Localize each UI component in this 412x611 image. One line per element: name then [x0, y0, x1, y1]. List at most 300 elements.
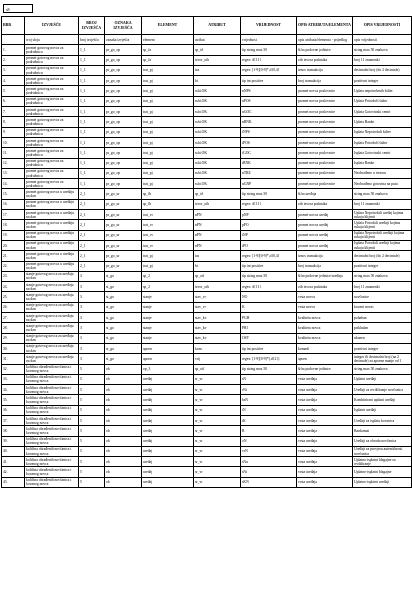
table-cell: st_go: [105, 323, 142, 333]
table-cell: sr_vr: [194, 426, 241, 436]
table-cell: 2_1: [79, 189, 105, 199]
table-cell: nPN: [194, 240, 241, 250]
table-cell: 2.: [2, 55, 25, 65]
table-cell: oib izvora podataka: [297, 55, 353, 65]
table-cell: promet gotovog novca za podružnicu: [25, 65, 79, 75]
table-cell: trat_pj: [142, 261, 194, 271]
table-cell: 1_1: [79, 179, 105, 189]
table-cell: B: [241, 426, 297, 436]
table-cell: nPN: [194, 220, 241, 230]
table-cell: 2_1: [79, 220, 105, 230]
table-cell: rNi: [241, 385, 297, 395]
table-row: [2, 395, 412, 405]
col-header-element: ELEMENT: [142, 17, 194, 35]
table-cell: sr_vr: [194, 405, 241, 415]
table-cell: uređaj: [142, 436, 194, 446]
table-cell: sshi.OK: [194, 96, 241, 106]
table-cell: stanje gotovog novca za uređaju na dan: [25, 333, 79, 343]
table-cell: 1_1: [79, 148, 105, 158]
table-cell: trat_pj: [142, 148, 194, 158]
table-cell: sshi.OK: [194, 127, 241, 137]
table-cell: nBNK: [241, 117, 297, 127]
table-cell: 2_1: [79, 251, 105, 261]
table-cell: pr_go_op: [105, 65, 142, 75]
table-row: [2, 96, 412, 106]
table-cell: vrijednost: [241, 35, 297, 45]
table-cell: promet gotovog novca za podružnicu: [25, 168, 79, 178]
table-cell: 19.: [2, 230, 25, 240]
table-cell: broj 11 znamenki: [353, 199, 412, 209]
table-cell: količina obrađenih novčanica i kovanog novca: [25, 446, 79, 456]
table-cell: količina obrađenih novčanica i kovanog novca: [25, 436, 79, 446]
table-cell: sshi.OK: [194, 137, 241, 147]
table-cell: stav_kv: [194, 333, 241, 343]
table-cell: pr_go_op: [105, 148, 142, 158]
table-cell: trat_pj: [142, 107, 194, 117]
table-cell: opis atributa/elementa - prijedlog: [297, 35, 353, 45]
table-cell: vrsta uređaja: [297, 374, 353, 384]
table-cell: pohaban: [353, 313, 412, 323]
table-cell: 5: [79, 374, 105, 384]
table-cell: promet novca uređaj: [297, 240, 353, 250]
table-row: [2, 343, 412, 353]
table-cell: ob: [105, 415, 142, 425]
table-cell: 32.: [2, 364, 25, 374]
table-cell: decimalni broj (do 2 decimale): [353, 251, 412, 261]
table-cell: promet gotovog novca u uređaju na dan: [25, 261, 79, 271]
table-cell: 5: [79, 395, 105, 405]
table-cell: st_go: [105, 313, 142, 323]
table-cell: op_3: [142, 364, 194, 374]
table-cell: 11.: [2, 148, 25, 158]
table-cell: regex: d{11}: [241, 199, 297, 209]
table-cell: sr_vr: [194, 374, 241, 384]
table-cell: ukuzen: [353, 333, 412, 343]
table-cell: pr_go_ur: [105, 189, 142, 199]
table-cell: pr_go_op: [105, 107, 142, 117]
table-cell: stanje gotovog novca za uređaju na dan: [25, 302, 79, 312]
table-cell: 5.: [2, 86, 25, 96]
table-cell: broj transakcija: [297, 261, 353, 271]
table-cell: nPN: [194, 210, 241, 220]
table-cell: stanje: [142, 302, 194, 312]
table-cell: tip string max 50: [241, 271, 297, 281]
table-cell: iNP: [241, 230, 297, 240]
table-cell: ob: [105, 446, 142, 456]
table-cell: ob: [105, 395, 142, 405]
table-cell: 28.: [2, 323, 25, 333]
table-cell: sN: [241, 374, 297, 384]
table-cell: tip string max 50: [241, 364, 297, 374]
table-cell: 4.: [2, 76, 25, 86]
table-row: [2, 55, 412, 65]
table-cell: šifra podovne jedinice: [297, 364, 353, 374]
table-cell: sshi.OK: [194, 158, 241, 168]
table-cell: iPO: [241, 240, 297, 250]
table-cell: trat_vr: [142, 220, 194, 230]
table-cell: tip int positive: [241, 261, 297, 271]
table-cell: trat_pj: [142, 96, 194, 106]
table-cell: 1_1: [79, 45, 105, 55]
col-header-rbr: RBR: [2, 17, 25, 35]
table-cell: promet gotovog novca za podružnicu: [25, 96, 79, 106]
table-row: [2, 137, 412, 147]
col-header-vrijednost: VRIJEDNOST: [241, 17, 297, 35]
table-cell: 1_1: [79, 107, 105, 117]
table-cell: promet novca uređaj: [297, 220, 353, 230]
table-cell: promet novca uređaj: [297, 230, 353, 240]
table-row: [2, 189, 412, 199]
table-cell: sp_fb: [142, 199, 194, 209]
table-cell: pr_go_op: [105, 168, 142, 178]
table-cell: stanje gotovog novca za uređaju na dan: [25, 282, 79, 292]
table-cell: OST: [241, 333, 297, 343]
table-cell: 8.: [2, 117, 25, 127]
table-row: [2, 374, 412, 384]
table-cell: 36.: [2, 405, 25, 415]
table-cell: 3: [79, 271, 105, 281]
table-cell: 14.: [2, 179, 25, 189]
table-cell: pr_go_op: [105, 137, 142, 147]
table-cell: st_go: [105, 271, 142, 281]
table-cell: ivoj sloja: [25, 35, 79, 45]
table-cell: 17.: [2, 210, 25, 220]
table-body: [2, 35, 412, 488]
table-cell: tip int positive: [241, 343, 297, 353]
table-cell: 7.: [2, 107, 25, 117]
table-cell: iNPS: [241, 127, 297, 137]
table-cell: promet gotovog novca u uređaju na dan: [25, 251, 79, 261]
table-cell: izvor_oib: [194, 282, 241, 292]
table-cell: 5: [79, 457, 105, 467]
table-cell: iPOS: [241, 137, 297, 147]
table-cell: količina obrađenih novčanica i kovanog novca: [25, 415, 79, 425]
table-cell: string max 50 znakova: [353, 189, 412, 199]
table-cell: ob: [105, 467, 142, 477]
table-cell: broj transakcija: [297, 76, 353, 86]
col-header-atribut: ATRIBUT: [194, 17, 241, 35]
table-cell: izvor_oib: [194, 55, 241, 65]
table-cell: kom: [194, 343, 241, 353]
table-cell: Isplata Nepotrošali šalter: [353, 127, 412, 137]
table-cell: 6.: [2, 96, 25, 106]
table-cell: sNi: [241, 467, 297, 477]
table-cell: količina obrađenih novčanica i kovanog novca: [25, 457, 79, 467]
table-cell: sp_2: [142, 271, 194, 281]
table-cell: pr_go_op: [105, 45, 142, 55]
table-cell: Uplata Potrošali uređaji kojima rukuju klijenti: [353, 220, 412, 230]
table-cell: pr_go_ur: [105, 220, 142, 230]
table-cell: vrsta novca: [297, 302, 353, 312]
table-row: [2, 313, 412, 323]
table-cell: uređaj: [142, 415, 194, 425]
table-cell: opis vrijednosti: [353, 35, 412, 45]
table-cell: NO: [241, 292, 297, 302]
table-cell: string max 50 znakova: [353, 271, 412, 281]
table-cell: Uređaji za obradu novčanica: [353, 436, 412, 446]
table-cell: uređaj: [142, 374, 194, 384]
table-cell: iznos transakcija: [297, 65, 353, 75]
table-cell: količina obrađenih novčanica i kovanog novca: [25, 467, 79, 477]
table-cell: sp_2: [142, 282, 194, 292]
col-header-broj: BROJ IZVJEŠĆA: [79, 17, 105, 35]
table-cell: pr_go_ur: [105, 210, 142, 220]
table-cell: bsN: [241, 395, 297, 405]
table-cell: uređaj: [142, 426, 194, 436]
table-cell: Isplata Potrošači šalter: [353, 137, 412, 147]
table-cell: regex: d{11}: [241, 55, 297, 65]
table-cell: trat_pj: [142, 127, 194, 137]
table-cell: sp_fb: [142, 189, 194, 199]
sheet-label: s8: [3, 4, 33, 13]
table-cell: promet gotovog novca za podružnicu: [25, 107, 79, 117]
table-cell: 5: [79, 446, 105, 456]
table-cell: regex: [1-9][0-9]*(,d{2}): [241, 354, 297, 364]
table-cell: 5: [79, 436, 105, 446]
table-cell: sr_vr: [194, 477, 241, 487]
table-row: [2, 86, 412, 96]
table-cell: 3: [79, 354, 105, 364]
table-cell: prikladan: [353, 323, 412, 333]
table-row: [2, 220, 412, 230]
table-cell: nTRZ: [241, 168, 297, 178]
table-cell: string max 50 znakova: [353, 364, 412, 374]
table-cell: vrij: [194, 354, 241, 364]
table-cell: 1_1: [79, 127, 105, 137]
table-cell: pozitivni integer: [353, 261, 412, 271]
table-cell: sKN: [241, 477, 297, 487]
table-cell: 3: [79, 292, 105, 302]
table-cell: 1.: [2, 45, 25, 55]
table-row: [2, 292, 412, 302]
table-cell: kvaliteta novca: [297, 323, 353, 333]
table-row: [2, 405, 412, 415]
table-cell: st_go: [105, 354, 142, 364]
table-cell: vrsta uređaja: [297, 426, 353, 436]
table-row: [2, 179, 412, 189]
table-cell: 1_1: [79, 158, 105, 168]
table-cell: 3: [79, 282, 105, 292]
table-cell: 13.: [2, 168, 25, 178]
table-cell: iK: [241, 415, 297, 425]
table-cell: 5: [79, 385, 105, 395]
table-cell: pr_go_op: [105, 127, 142, 137]
table-cell: iGOC: [241, 148, 297, 158]
table-cell: 42.: [2, 467, 25, 477]
table-row: [2, 385, 412, 395]
table-cell: pr_go_op: [105, 117, 142, 127]
table-cell: pr_go_ur: [105, 230, 142, 240]
table-cell: vrN: [241, 446, 297, 456]
table-cell: 12.: [2, 158, 25, 168]
table-cell: 38.: [2, 426, 25, 436]
table-cell: uređaj: [142, 405, 194, 415]
table-cell: šifra podovne jedinice: [297, 45, 353, 55]
table-cell: 2_1: [79, 240, 105, 250]
table-cell: 10.: [2, 137, 25, 147]
table-cell: trat_vr: [142, 230, 194, 240]
table-row: [2, 446, 412, 456]
table-cell: Isplata Potrošali uređaji kojima rukuju klijenti: [353, 240, 412, 250]
table-cell: sr_vr: [194, 395, 241, 405]
table-cell: vrsta uređaja: [297, 477, 353, 487]
table-cell: ob: [105, 364, 142, 374]
table-cell: 1_1: [79, 96, 105, 106]
table-cell: tip int positive: [241, 76, 297, 86]
table-cell: 3: [79, 313, 105, 323]
table-cell: 24.: [2, 282, 25, 292]
table-cell: promet gotovog novca za podružnicu: [25, 148, 79, 158]
table-cell: 41.: [2, 457, 25, 467]
table-cell: regex: [1-9][0-9]*,d{0,4}: [241, 65, 297, 75]
table-cell: vrsta uređaja: [297, 405, 353, 415]
table-cell: ob: [105, 436, 142, 446]
table-cell: promet gotovog novca u uređaju na dan: [25, 189, 79, 199]
table-cell: promet novca poslovnice: [297, 158, 353, 168]
table-cell: 23.: [2, 271, 25, 281]
table-cell: promet novca poslovnice: [297, 168, 353, 178]
table-cell: promet novca poslovnice: [297, 96, 353, 106]
table-cell: količina obrađenih novčanica i kovanog novca: [25, 477, 79, 487]
table-cell: broj izvješća: [79, 35, 105, 45]
table-cell: količina obrađenih novčanica i kovanog novca: [25, 426, 79, 436]
table-cell: oN: [241, 436, 297, 446]
table-cell: količina obrađenih novčanica i kovanog novca: [25, 395, 79, 405]
table-cell: promet gotovog novca za podružnicu: [25, 76, 79, 86]
table-cell: iznos transakcija: [297, 251, 353, 261]
table-cell: apoen: [142, 354, 194, 364]
table-cell: st_go: [105, 333, 142, 343]
table-row: [2, 65, 412, 75]
table-cell: sNu: [241, 457, 297, 467]
table-cell: sshi.OK: [194, 86, 241, 96]
table-cell: promet gotovog novca za podružnicu: [25, 179, 79, 189]
table-cell: 33.: [2, 374, 25, 384]
table-cell: stanje: [142, 323, 194, 333]
table-row: [2, 415, 412, 425]
table-cell: stanje: [142, 313, 194, 323]
table-cell: sp_oif: [194, 364, 241, 374]
table-row: [2, 282, 412, 292]
table-row: [2, 240, 412, 250]
table-cell: promet novca poslovnice: [297, 148, 353, 158]
table-cell: ob: [105, 385, 142, 395]
table-cell: trat_pj: [142, 251, 194, 261]
table-cell: sr_vr: [194, 415, 241, 425]
table-cell: promet novca poslovnice: [297, 107, 353, 117]
table-cell: promet novca poslovnice: [297, 179, 353, 189]
table-cell: ob: [105, 405, 142, 415]
table-cell: 1_1: [79, 86, 105, 96]
table-cell: trat_pj: [142, 117, 194, 127]
table-cell: 5: [79, 405, 105, 415]
table-cell: pr_go_ur: [105, 251, 142, 261]
table-cell: promet gotovog novca u uređaju na dan: [25, 240, 79, 250]
table-cell: PGH: [241, 313, 297, 323]
table-cell: 1_1: [79, 55, 105, 65]
header-row: [2, 17, 412, 35]
table-cell: pozitivni integer: [353, 343, 412, 353]
table-cell: promet gotovog novca za podružnicu: [25, 158, 79, 168]
table-cell: oznaka izvješća: [105, 35, 142, 45]
table-cell: nGOC: [241, 107, 297, 117]
table-cell: sshi.OK: [194, 168, 241, 178]
table-cell: 3: [79, 302, 105, 312]
table-row: [2, 251, 412, 261]
table-cell: promet novca poslovnice: [297, 86, 353, 96]
table-cell: bt: [194, 261, 241, 271]
table-cell: regex: [1-9][0-9]*,d{0,4}: [241, 251, 297, 261]
table-cell: promet gotovog novca za podružnicu: [25, 127, 79, 137]
table-cell: sp_id: [194, 189, 241, 199]
table-cell: vrsta uređaja: [297, 457, 353, 467]
table-cell: kvaliteta novca: [297, 313, 353, 323]
table-cell: trat_pj: [142, 168, 194, 178]
table-cell: trat_pj: [142, 158, 194, 168]
table-cell: promet gotovog novca u uređaju na dan: [25, 199, 79, 209]
table-cell: 1_1: [79, 168, 105, 178]
table-cell: 22.: [2, 261, 25, 271]
table-cell: trat_vr: [142, 210, 194, 220]
table-row: [2, 467, 412, 477]
table-cell: 34.: [2, 385, 25, 395]
table-cell: 5: [79, 415, 105, 425]
table-cell: pozitivni integer: [353, 76, 412, 86]
table-row: [2, 364, 412, 374]
table-cell: Uređaji za provjeru autentičnosti novčanica: [353, 446, 412, 456]
table-cell: nPOS: [241, 96, 297, 106]
table-cell: 3: [79, 323, 105, 333]
table-cell: promet novca poslovnice: [297, 117, 353, 127]
table-cell: Uplata Gotovinski centri: [353, 107, 412, 117]
table-cell: pr_go_ur: [105, 240, 142, 250]
table-cell: atribut: [194, 35, 241, 45]
table-cell: Isplata Nepotrošali uređaji kojima rukuju klijenti: [353, 230, 412, 240]
col-header-izvjesce: IZVJEŠĆE: [25, 17, 79, 35]
table-cell: promet gotovog novca za podružnicu: [25, 117, 79, 127]
table-cell: pr_go_op: [105, 158, 142, 168]
table-cell: 2_1: [79, 210, 105, 220]
table-cell: Uplata Banke: [353, 117, 412, 127]
table-cell: Isplata Banke: [353, 158, 412, 168]
table-cell: uređaj: [142, 446, 194, 456]
table-cell: količina obrađenih novčanica i kovanog novca: [25, 364, 79, 374]
table-cell: bt: [194, 76, 241, 86]
table-cell: 30.: [2, 343, 25, 353]
table-cell: iza: [194, 65, 241, 75]
table-row: [2, 436, 412, 446]
table-cell: Isplata Gotovinski centri: [353, 148, 412, 158]
table-cell: pr_go_op: [105, 179, 142, 189]
table-cell: oib izvora podataka: [297, 199, 353, 209]
table-row: [2, 45, 412, 55]
table-cell: iN: [241, 405, 297, 415]
table-cell: Neobrađeno gotovina na putu: [353, 179, 412, 189]
table-cell: promet gotovog novca za podružnicu: [25, 86, 79, 96]
table-cell: 1_1: [79, 65, 105, 75]
table-cell: 31.: [2, 354, 25, 364]
table-cell: 2_1: [79, 199, 105, 209]
table-cell: promet gotovog novca u uređaju na dan: [25, 220, 79, 230]
table-cell: vrsta uređaja: [297, 467, 353, 477]
table-cell: pNP: [241, 210, 297, 220]
table-cell: 26.: [2, 302, 25, 312]
table-cell: promet novca uređaj: [297, 210, 353, 220]
table-cell: 3: [79, 333, 105, 343]
table-cell: sp_id: [194, 45, 241, 55]
table-cell: tip string max 50: [241, 45, 297, 55]
table-cell: st_go: [105, 292, 142, 302]
